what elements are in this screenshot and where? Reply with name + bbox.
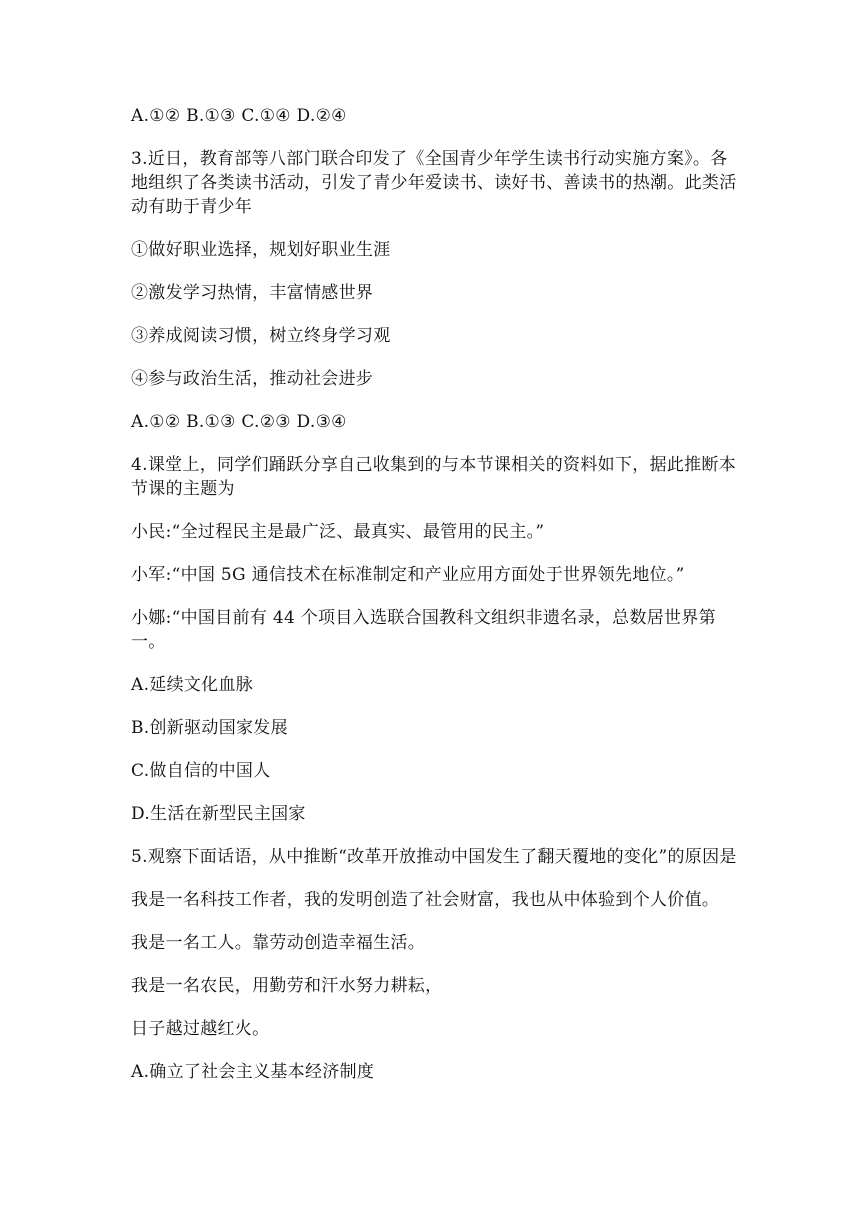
q4-quote-xiaomin: 小民:“全过程民主是最广泛、最真实、最管用的民主。” [131,522,545,542]
q5-stem: 5.观察下面话语，从中推断“改革开放推动中国发生了翻天覆地的变化”的原因是 [131,847,737,867]
q2-options: A.①② B.①③ C.①④ D.②④ [131,106,347,126]
q3-statement-4: ④参与政治生活，推动社会进步 [131,369,374,389]
q4-quote-xiaojun: 小军:“中国 5G 通信技术在标准制定和产业应用方面处于世界领先地位。” [131,565,685,585]
q4-option-b: B.创新驱动国家发展 [131,718,288,738]
q4-stem: 4.课堂上，同学们踊跃分享自己收集到的与本节课相关的资料如下，据此推断本节课的主题为 [131,455,737,499]
q3-statement-2: ②激发学习热情，丰富情感世界 [131,283,374,303]
q5-statement-worker: 我是一名工人。靠劳动创造幸福生活。 [131,933,426,953]
q3-statement-1: ①做好职业选择，规划好职业生涯 [131,240,391,260]
q4-option-d: D.生活在新型民主国家 [131,804,306,824]
q3-options: A.①② B.①③ C.②③ D.③④ [131,412,347,432]
q3-statement-3: ③养成阅读习惯，树立终身学习观 [131,326,391,346]
q3-stem: 3.近日，教育部等八部门联合印发了《全国青少年学生读书行动实施方案》。各地组织了各类读书活动，引发了青少年爱读书、读好书、善读书的热潮。此类活动有助于青少年 [131,149,737,217]
q4-quote-xiaona: 小娜:“中国目前有 44 个项目入选联合国教科文组织非遗名录，总数居世界第一。 [131,608,716,652]
q5-statement-farmer: 我是一名农民，用勤劳和汗水努力耕耘， [131,976,443,996]
q4-option-c: C.做自信的中国人 [131,761,271,781]
q5-statement-tech-worker: 我是一名科技工作者，我的发明创造了社会财富，我也从中体验到个人价值。 [131,890,720,910]
q5-statement-farmer-cont: 日子越过越红火。 [131,1019,270,1039]
q4-option-a: A.延续文化血脉 [131,675,254,695]
document-page [131,104,741,1103]
q5-option-a: A.确立了社会主义基本经济制度 [131,1062,375,1082]
